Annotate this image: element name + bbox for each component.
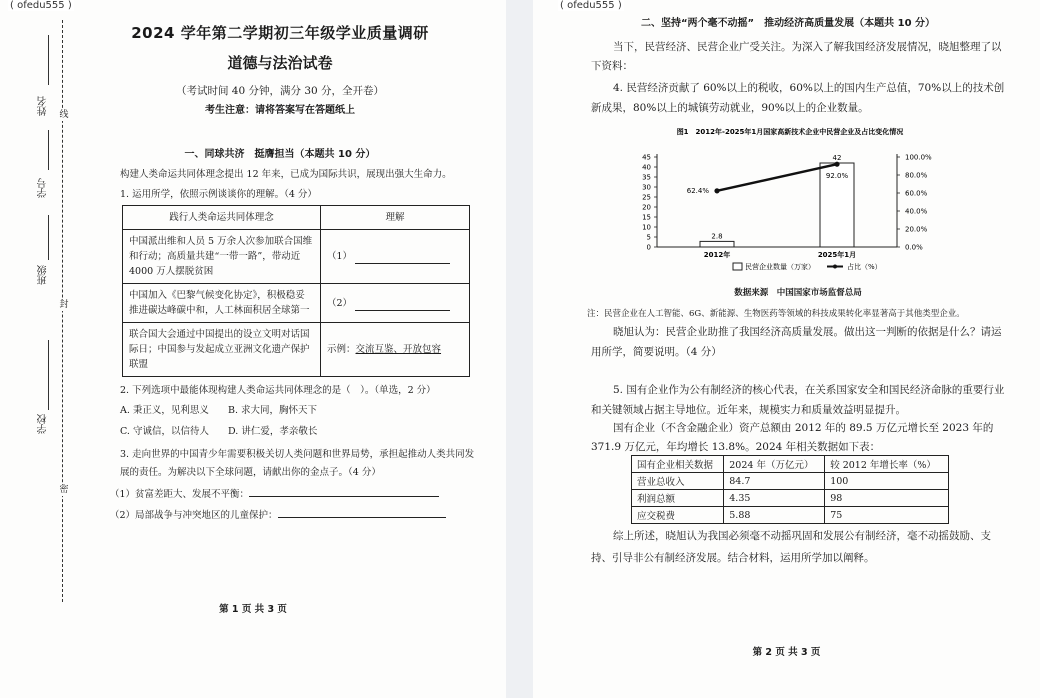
bar bbox=[700, 241, 734, 247]
table-cell-example bbox=[321, 323, 470, 377]
share-value-label: 62.4% bbox=[686, 186, 709, 195]
q2-option-a[interactable]: A. 秉正义，见利思义 bbox=[120, 405, 209, 416]
table-cell-answer[interactable] bbox=[321, 230, 470, 284]
q2-option-c[interactable]: C. 守诚信，以信待人 bbox=[120, 426, 209, 437]
answer-blank[interactable] bbox=[355, 254, 450, 264]
gutter-mark-seal: 封 bbox=[57, 300, 71, 311]
legend-bar-swatch bbox=[733, 263, 742, 270]
table-cell: 4.35 bbox=[724, 490, 825, 507]
question-2: 2. 下列选项中最能体现构建人类命运共同体理念的是（ ）。（单选，2 分） bbox=[120, 385, 436, 396]
example-answer: 交流互鉴、开放包容 bbox=[355, 344, 442, 355]
q3-answer-line-2[interactable] bbox=[278, 508, 446, 518]
table-cell: 应交税费 bbox=[632, 507, 724, 524]
example-prefix: 示例： bbox=[327, 344, 356, 355]
q2-option-b[interactable]: B. 求大同，胸怀天下 bbox=[228, 405, 318, 416]
chart-legend bbox=[733, 262, 882, 271]
y-tick-label-left: 20 bbox=[642, 203, 651, 212]
conclusion: 综上所述，晓旭认为我国必须毫不动摇巩固和发展公有制经济，毫不动摇鼓励、支持、引导非公有制经济发展。结合材料，运用所学加以阐释。 bbox=[591, 530, 991, 564]
x-tick-label: 2025年1月 bbox=[817, 251, 857, 259]
q3-item-1 bbox=[110, 487, 439, 502]
watermark: ( ofedu555 ) bbox=[10, 0, 72, 11]
y-tick-label-right: 40.0% bbox=[905, 207, 928, 216]
bar-value-label: 2.8 bbox=[711, 232, 723, 241]
question-3: 3. 走向世界的中国青少年需要积极关切人类问题和世界局势，承担起推动人类共同发展的责任。为解决以下全球问题，请献出你的金点子。（4 分） bbox=[120, 449, 475, 478]
y-tick-label-left: 0 bbox=[646, 243, 651, 252]
y-tick-label-left: 5 bbox=[646, 233, 651, 242]
section2-intro: 当下，民营经济、民营企业广受关注。为深入了解我国经济发展情况，晓旭整理了以下资料： bbox=[591, 41, 1002, 72]
gutter-name-label: 姓名 bbox=[38, 96, 49, 116]
question-5-data: 国有企业（不含金融企业）资产总额由 2012 年的 89.5 万亿元增长至 2023 年的 371.9 万亿元，年均增长 13.8%。2024 年相关数据如下表： bbox=[591, 422, 994, 453]
y-tick-label-left: 10 bbox=[642, 223, 651, 232]
question-5-material: 5. 国有企业作为公有制经济的核心代表，在关系国家安全和国民经济命脉的重要行业和关键领域占据主导地位。近年来，规模实力和质量效益明显提升。 bbox=[591, 384, 1005, 416]
chart-note: 注：民营企业在人工智能、6G、新能源、生物医药等领域的科技成果转化率显著高于其他类型企业。 bbox=[587, 309, 965, 319]
chart-svg bbox=[605, 122, 975, 302]
table-cell: 5.88 bbox=[724, 507, 825, 524]
table-cell-practice: 中国加入《巴黎气候变化协定》，积极稳妥推进碳达峰碳中和，人工林面积居全球第一 bbox=[123, 284, 321, 323]
y-tick-label-right: 0.0% bbox=[905, 243, 923, 252]
table-row bbox=[123, 323, 470, 377]
table-row bbox=[123, 230, 470, 284]
table-cell-practice: 联合国大会通过中国提出的设立文明对话国际日；中国参与发起成立亚洲文化遗产保护联盟 bbox=[123, 323, 321, 377]
table-header-right: 理解 bbox=[321, 206, 470, 230]
exam-subtitle: 道德与法治试卷 bbox=[227, 54, 333, 72]
chart-title: 图1 2012年-2025年1月国家高新技术企业中民营企业及占比变化情况 bbox=[676, 128, 904, 136]
table-cell: 84.7 bbox=[724, 473, 825, 490]
gutter-school-underline bbox=[48, 340, 49, 410]
y-tick-label-left: 40 bbox=[642, 163, 651, 172]
table-header-left: 践行人类命运共同体理念 bbox=[123, 206, 321, 230]
gutter-name-underline bbox=[48, 35, 49, 85]
section1-title: 一、同球共济 挺膺担当（本题共 10 分） bbox=[184, 149, 376, 160]
y-tick-label-right: 60.0% bbox=[905, 189, 928, 198]
soe-data-table bbox=[631, 455, 949, 524]
page1-footer: 第 1 页 共 3 页 bbox=[219, 604, 287, 615]
table-cell: 75 bbox=[825, 507, 949, 524]
q3-item-2 bbox=[110, 508, 446, 523]
question-1: 1. 运用所学，依照示例谈谈你的理解。（4 分） bbox=[120, 189, 317, 200]
y-tick-label-right: 20.0% bbox=[905, 225, 928, 234]
gutter-class-underline bbox=[48, 215, 49, 260]
y-tick-label-left: 45 bbox=[642, 153, 651, 162]
binding-dashed-line bbox=[62, 20, 63, 602]
exam-page-2 bbox=[533, 0, 1040, 698]
share-point bbox=[714, 188, 719, 193]
question-1-table bbox=[122, 205, 470, 377]
y-tick-label-left: 15 bbox=[642, 213, 651, 222]
table-cell-answer[interactable] bbox=[321, 284, 470, 323]
gutter-mark-line: 线 bbox=[57, 110, 71, 121]
legend-bar-label: 民营企业数量（万家） bbox=[745, 263, 815, 271]
table-cell-practice: 中国派出维和人员 5 万余人次参加联合国维和行动；高质量共建“一带一路”，带动近 4000 万人摆脱贫困 bbox=[123, 230, 321, 284]
y-tick-label-right: 80.0% bbox=[905, 171, 928, 180]
gutter-class-num-underline bbox=[48, 130, 49, 170]
q3-item-2-label: （2）局部战争与冲突地区的儿童保护： bbox=[110, 510, 278, 521]
x-tick-label: 2012年 bbox=[703, 251, 731, 259]
table-header: 较 2012 年增长率（%） bbox=[825, 456, 949, 473]
gutter-school-label: 学校 bbox=[38, 414, 49, 434]
table-cell: 利润总额 bbox=[632, 490, 724, 507]
answer-number: （2） bbox=[327, 297, 353, 309]
gutter-mark-secret: 密 bbox=[57, 485, 71, 496]
answer-number: （1） bbox=[327, 251, 353, 262]
table-row bbox=[632, 473, 949, 490]
chart-container bbox=[605, 122, 975, 302]
page2-footer: 第 2 页 共 3 页 bbox=[752, 647, 821, 658]
bar-value-label: 42 bbox=[832, 154, 842, 162]
exam-title: 2024 学年第二学期初三年级学业质量调研 bbox=[131, 24, 429, 42]
y-tick-label-left: 35 bbox=[642, 173, 651, 182]
share-point bbox=[834, 162, 839, 167]
share-value-label: 92.0% bbox=[825, 172, 849, 181]
section1-intro: 构建人类命运共同体理念提出 12 年来，已成为国际共识，展现出强大生命力。 bbox=[120, 169, 452, 180]
table-cell: 100 bbox=[825, 473, 949, 490]
chart-axes bbox=[642, 154, 932, 252]
gutter-class-num-label: 学号 bbox=[38, 178, 49, 198]
section2-title: 二、坚持“两个毫不动摇” 推动经济高质量发展（本题共 10 分） bbox=[640, 18, 936, 29]
table-cell: 营业总收入 bbox=[632, 473, 724, 490]
legend-line-label: 占比（%） bbox=[847, 263, 882, 271]
question-4-prompt: 晓旭认为：民营企业助推了我国经济高质量发展。做出这一判断的依据是什么？请运用所学，简要说明。（4 分） bbox=[591, 326, 1002, 358]
exam-page-1 bbox=[0, 0, 506, 698]
y-tick-label-left: 25 bbox=[642, 193, 651, 202]
watermark: ( ofedu555 ) bbox=[560, 0, 622, 11]
legend-line-marker bbox=[833, 265, 837, 269]
table-header: 国有企业相关数据 bbox=[632, 456, 724, 473]
q3-item-1-label: （1）贫富差距大、发展不平衡： bbox=[110, 489, 250, 500]
exam-notice: 考生注意：请将答案写在答题纸上 bbox=[205, 105, 355, 116]
table-header: 2024 年（万亿元） bbox=[724, 456, 825, 473]
table-row bbox=[123, 284, 470, 323]
question-4: 4. 民营经济贡献了 60%以上的税收，60%以上的国内生产总值，70%以上的技术创新成果，80%以上的城镇劳动就业，90%以上的企业数量。 bbox=[591, 82, 1005, 114]
table-cell: 98 bbox=[825, 490, 949, 507]
table-row bbox=[632, 507, 949, 524]
q2-option-d[interactable]: D. 讲仁爱，孝亲敬长 bbox=[228, 426, 318, 437]
y-tick-label-right: 100.0% bbox=[905, 153, 932, 162]
chart-bars bbox=[700, 154, 856, 259]
gutter-class-label: 班级 bbox=[38, 265, 49, 285]
table-row bbox=[632, 490, 949, 507]
answer-blank[interactable] bbox=[355, 301, 450, 311]
share-line bbox=[717, 164, 837, 191]
y-tick-label-left: 30 bbox=[642, 183, 651, 192]
q3-answer-line-1[interactable] bbox=[249, 487, 439, 497]
chart-source: 数据来源 中国国家市场监督总局 bbox=[734, 288, 862, 298]
exam-info: （考试时间 40 分钟，满分 30 分，全开卷） bbox=[175, 85, 385, 97]
